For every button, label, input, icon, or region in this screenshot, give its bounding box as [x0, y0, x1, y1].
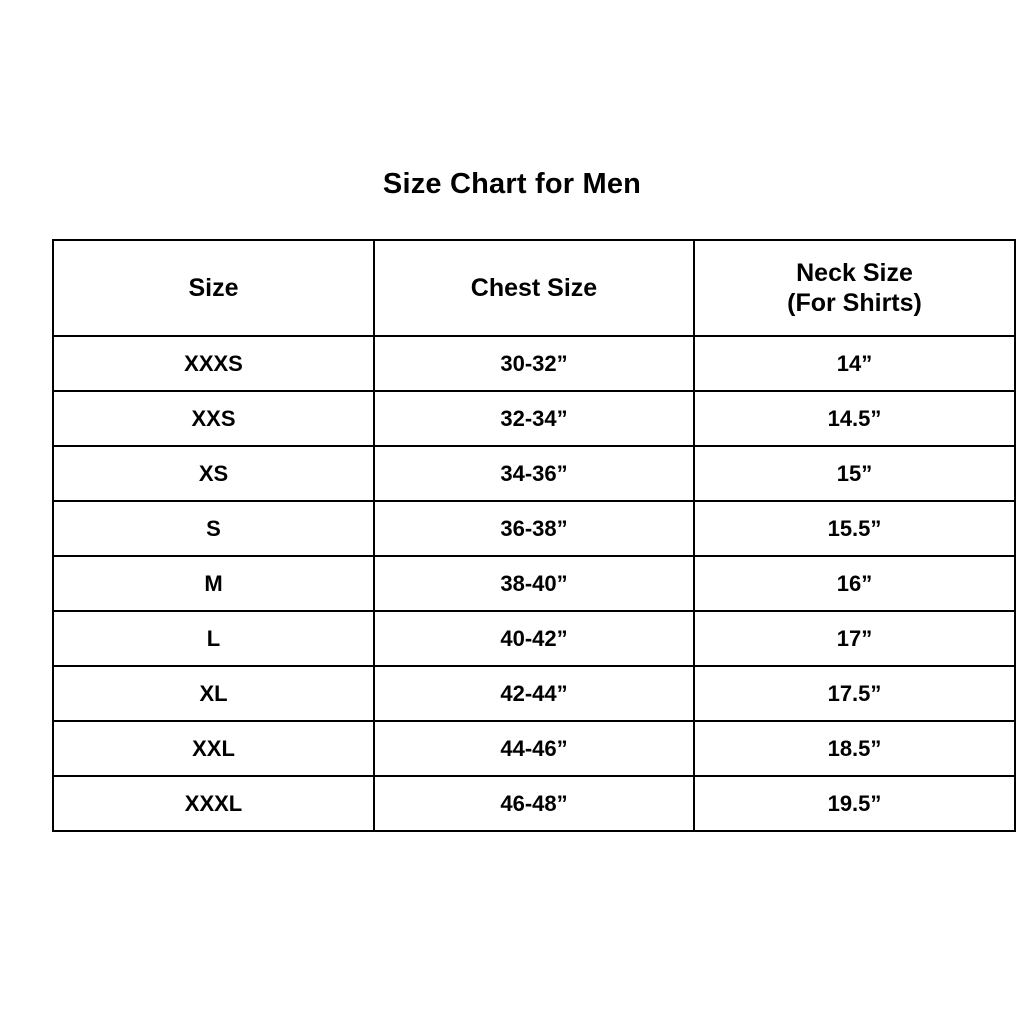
table-row [53, 776, 1015, 831]
table-header-row [53, 240, 1015, 336]
table-row [53, 666, 1015, 721]
cell-chest: 34-36” [374, 446, 694, 501]
cell-chest: 32-34” [374, 391, 694, 446]
cell-size: XXS [53, 391, 374, 446]
cell-neck: 18.5” [694, 721, 1015, 776]
table-header [53, 240, 1015, 336]
cell-neck: 17” [694, 611, 1015, 666]
table-row [53, 501, 1015, 556]
cell-chest: 36-38” [374, 501, 694, 556]
cell-size: XS [53, 446, 374, 501]
cell-neck: 19.5” [694, 776, 1015, 831]
column-header-chest-label: Chest Size [470, 273, 598, 302]
cell-neck: 15.5” [694, 501, 1015, 556]
cell-chest: 30-32” [374, 336, 694, 391]
cell-chest: 40-42” [374, 611, 694, 666]
column-header-chest [374, 240, 694, 336]
cell-neck: 17.5” [694, 666, 1015, 721]
column-header-neck [694, 240, 1015, 336]
table-row [53, 336, 1015, 391]
cell-size: XXXS [53, 336, 374, 391]
cell-size: S [53, 501, 374, 556]
cell-size: XXL [53, 721, 374, 776]
cell-size: L [53, 611, 374, 666]
table-body [53, 336, 1015, 831]
cell-chest: 38-40” [374, 556, 694, 611]
cell-neck: 16” [694, 556, 1015, 611]
cell-chest: 46-48” [374, 776, 694, 831]
cell-chest: 44-46” [374, 721, 694, 776]
size-chart-table [52, 239, 1016, 832]
column-header-size [53, 240, 374, 336]
cell-chest: 42-44” [374, 666, 694, 721]
column-header-size-label: Size [188, 273, 239, 302]
table-row [53, 391, 1015, 446]
table-row [53, 556, 1015, 611]
table-row [53, 446, 1015, 501]
page-title: Size Chart for Men [382, 168, 642, 200]
cell-size: XXXL [53, 776, 374, 831]
column-header-neck-label: Neck Size [796, 258, 913, 287]
column-header-neck-sublabel: (For Shirts) [787, 289, 922, 317]
cell-size: XL [53, 666, 374, 721]
table-row [53, 611, 1015, 666]
cell-neck: 14” [694, 336, 1015, 391]
table-row [53, 721, 1015, 776]
cell-size: M [53, 556, 374, 611]
cell-neck: 14.5” [694, 391, 1015, 446]
cell-neck: 15” [694, 446, 1015, 501]
